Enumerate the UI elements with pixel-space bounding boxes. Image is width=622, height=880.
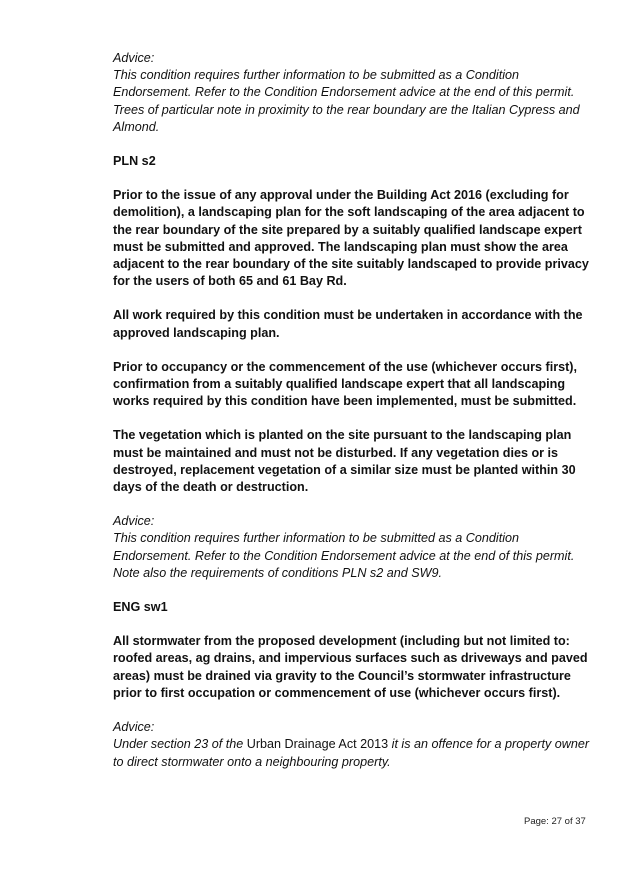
condition-paragraph: Prior to the issue of any approval under the Building Act 2016 (excluding for demolition), a landscaping plan for the soft landscaping of the area adjacent to the rear boundary of the site prepared by a suitably qualified landscape expert must be submitted and approved. The landscaping plan must show the area adjacent to the rear boundary of the site suitably landscaped to provide privacy for the users of both 65 and 61 Bay Rd. <box>113 188 589 289</box>
condition-paragraph: All work required by this condition must be undertaken in accordance with the approved landscaping plan. <box>113 308 583 340</box>
advice-heading: Advice: <box>113 514 155 529</box>
advice-text <box>113 736 593 770</box>
advice-text-after: it is an offence for a property owner to direct stormwater onto a neighbouring property. <box>113 737 590 769</box>
document-page <box>113 50 593 771</box>
condition-paragraph: All stormwater from the proposed development (including but not limited to: roofed areas, ag drains, and impervious surfaces such as driveways and paved areas) must be drained via gravity to the Council’s stormwater infrastructure prior to first occupation or commencement of use (whichever occurs first). <box>113 634 588 700</box>
advice-text-before: Under section 23 of the <box>113 737 247 752</box>
advice-heading: Advice: <box>113 720 155 735</box>
condition-paragraph: Prior to occupancy or the commencement of the use (whichever occurs first), confirmation from a suitably qualified landscape expert that all landscaping works required by this condition have been implemented, must be submitted. <box>113 359 577 409</box>
advice-text: This condition requires further information to be submitted as a Condition Endorsement. Refer to the Condition Endorsement advice at the end of this permit. Note also the requirements of conditions PLN s2 and SW9. <box>113 531 575 580</box>
condition-heading-eng-sw1: ENG sw1 <box>113 600 168 615</box>
page-number: Page: 27 of 37 <box>524 816 586 827</box>
advice-heading: Advice: <box>113 51 155 65</box>
act-name: Urban Drainage Act 2013 <box>246 737 389 752</box>
advice-text: This condition requires further information to be submitted as a Condition Endorsement. Refer to the Condition Endorsement advice at the end of this permit. Trees of particular note in proximity to the rear boundary are the Italian Cypress and Almond. <box>113 68 580 134</box>
condition-paragraph: The vegetation which is planted on the site pursuant to the landscaping plan must be maintained and must not be disturbed. If any vegetation dies or is destroyed, replacement vegetation of a similar size must be planted within 30 days of the death or destruction. <box>113 428 576 495</box>
condition-heading-pln-s2: PLN s2 <box>113 154 156 169</box>
